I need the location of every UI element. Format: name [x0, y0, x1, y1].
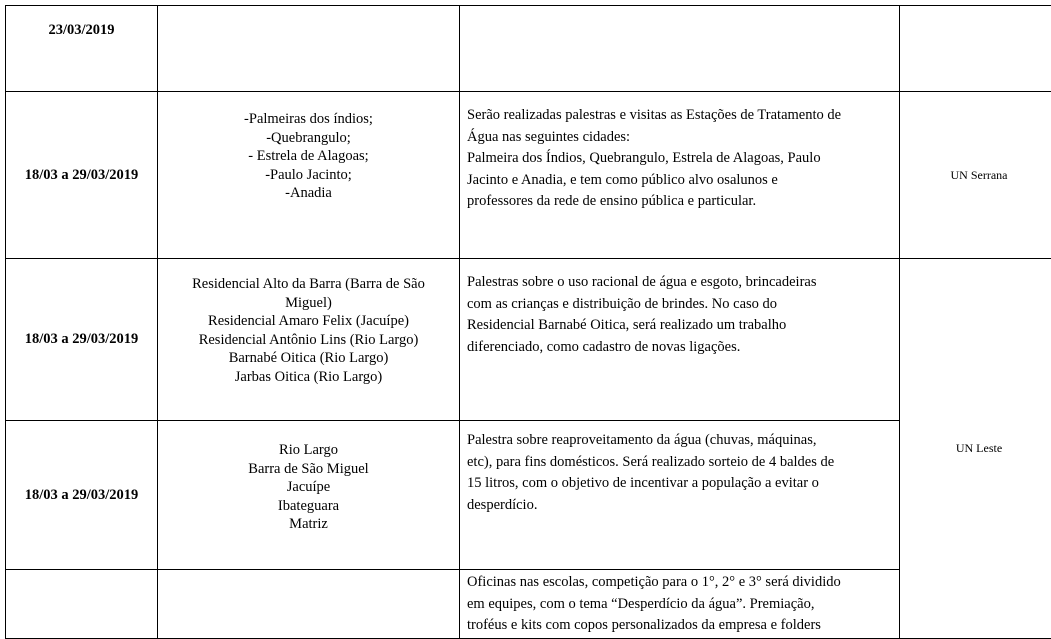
date-cell: 23/03/2019: [6, 6, 158, 92]
place-line: Residencial Antônio Lins (Rio Largo): [158, 331, 459, 350]
description-line: em equipes, com o tema “Desperdício da água”. Premiação,: [467, 594, 894, 616]
schedule-table: [5, 5, 1051, 639]
date-cell: [6, 570, 158, 639]
description-line: Jacinto e Anadia, e tem como público alvo osalunos e: [467, 170, 894, 192]
place-line: -Quebrangulo;: [158, 129, 459, 148]
place-line: Ibateguara: [158, 497, 459, 516]
unit-cell: UN Serrana: [900, 92, 1051, 259]
place-line: -Palmeiras dos índios;: [158, 110, 459, 129]
place-line: Jarbas Oitica (Rio Largo): [158, 368, 459, 387]
description-line: desperdício.: [467, 495, 894, 517]
table-row: [6, 6, 1051, 92]
places-cell: [158, 6, 460, 92]
place-line: -Paulo Jacinto;: [158, 166, 459, 185]
table-row: [6, 92, 1051, 259]
place-line: Barra de São Miguel: [158, 460, 459, 479]
unit-cell: [900, 6, 1051, 92]
description-cell: [460, 570, 900, 639]
description-line: Água nas seguintes cidades:: [467, 127, 894, 149]
description-cell: [460, 259, 900, 421]
description-line: Oficinas nas escolas, competição para o 1°, 2° e 3° será dividido: [467, 572, 894, 594]
place-line: Jacuípe: [158, 478, 459, 497]
place-line: Residencial Amaro Felix (Jacuípe): [158, 312, 459, 331]
description-cell: [460, 6, 900, 92]
table-row: [6, 570, 1051, 639]
description-line: Palestra sobre reaproveitamento da água (chuvas, máquinas,: [467, 430, 894, 452]
date-cell: 18/03 a 29/03/2019: [6, 92, 158, 259]
description-cell: [460, 92, 900, 259]
description-line: 15 litros, com o objetivo de incentivar a população a evitar o: [467, 473, 894, 495]
description-line: Palmeira dos Índios, Quebrangulo, Estrela de Alagoas, Paulo: [467, 148, 894, 170]
places-cell: [158, 570, 460, 639]
description-line: Residencial Barnabé Oitica, será realizado um trabalho: [467, 315, 894, 337]
place-line: Residencial Alto da Barra (Barra de São: [158, 275, 459, 294]
place-line: Barnabé Oitica (Rio Largo): [158, 349, 459, 368]
table-row: [6, 421, 1051, 570]
place-line: - Estrela de Alagoas;: [158, 147, 459, 166]
description-line: com as crianças e distribuição de brindes. No caso do: [467, 294, 894, 316]
table-row: [6, 259, 1051, 421]
description-cell: [460, 421, 900, 570]
description-line: professores da rede de ensino pública e particular.: [467, 191, 894, 213]
description-line: Serão realizadas palestras e visitas as Estações de Tratamento de: [467, 105, 894, 127]
description-line: troféus e kits com copos personalizados da empresa e folders: [467, 615, 894, 637]
date-cell: 18/03 a 29/03/2019: [6, 259, 158, 421]
place-line: Miguel): [158, 294, 459, 313]
places-cell: [158, 92, 460, 259]
description-line: Palestras sobre o uso racional de água e esgoto, brincadeiras: [467, 272, 894, 294]
places-cell: [158, 259, 460, 421]
place-line: Matriz: [158, 515, 459, 534]
places-cell: [158, 421, 460, 570]
place-line: -Anadia: [158, 184, 459, 203]
date-cell: 18/03 a 29/03/2019: [6, 421, 158, 570]
place-line: Rio Largo: [158, 441, 459, 460]
unit-cell: UN Leste: [900, 259, 1051, 639]
description-line: etc), para fins domésticos. Será realizado sorteio de 4 baldes de: [467, 452, 894, 474]
description-line: diferenciado, como cadastro de novas ligações.: [467, 337, 894, 359]
